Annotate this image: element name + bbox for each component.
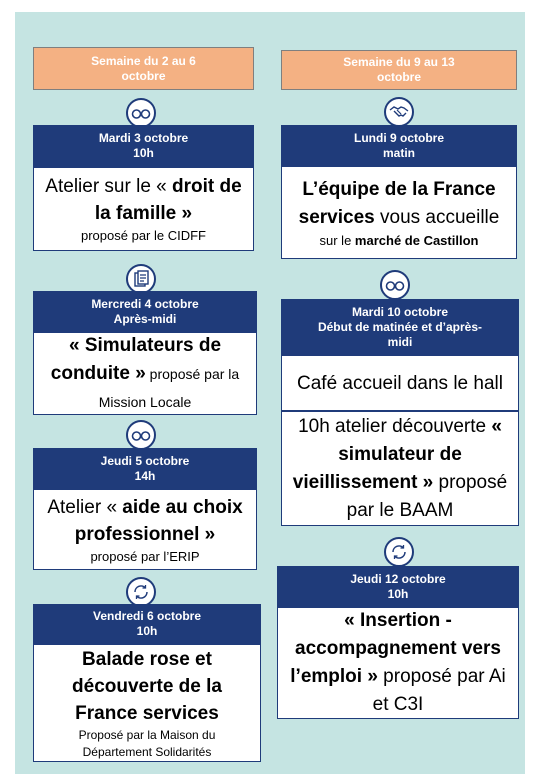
documents-icon [126, 264, 156, 294]
week-banner-right: Semaine du 9 au 13 octobre [281, 50, 517, 90]
event-body-lundi-9: L’équipe de la France services vous accueille sur le marché de Castillon [281, 166, 517, 259]
event-header-mardi-3: Mardi 3 octobre 10h [33, 125, 254, 167]
event-body-jeudi-12: « Insertion - accompagnement vers l’emploi » proposé par Ai et C3I [277, 607, 519, 719]
event-body-mercredi-4: « Simulateurs de conduite » proposé par la Mission Locale [33, 332, 257, 415]
event-header-lundi-9: Lundi 9 octobre matin [281, 125, 517, 166]
event-header-vendredi-6: Vendredi 6 octobre 10h [33, 604, 261, 644]
event-header-mercredi-4: Mercredi 4 octobre Après-midi [33, 291, 257, 332]
event-body-mardi-10-atelier: 10h atelier découverte « simulateur de vieillissement » proposé par le BAAM [281, 411, 519, 526]
refresh-cycle-icon [384, 537, 414, 567]
refresh-cycle-icon [126, 577, 156, 607]
event-body-vendredi-6: Balade rose et découverte de la France services Proposé par la Maison du Département Solidarités [33, 644, 261, 762]
event-body-jeudi-5: Atelier « aide au choix professionnel » proposé par l’ERIP [33, 489, 257, 570]
event-header-jeudi-5: Jeudi 5 octobre 14h [33, 448, 257, 489]
week-banner-left: Semaine du 2 au 6 octobre [33, 47, 254, 90]
handshake-icon [384, 97, 414, 127]
event-body-mardi-3: Atelier sur le « droit de la famille » proposé par le CIDFF [33, 167, 254, 251]
event-header-mardi-10: Mardi 10 octobre Début de matinée et d’après- midi [281, 299, 519, 355]
event-header-jeudi-12: Jeudi 12 octobre 10h [277, 566, 519, 607]
event-body-mardi-10-cafe: Café accueil dans le hall [281, 355, 519, 411]
glasses-icon [126, 420, 156, 450]
glasses-icon [380, 270, 410, 300]
glasses-icon [126, 98, 156, 128]
